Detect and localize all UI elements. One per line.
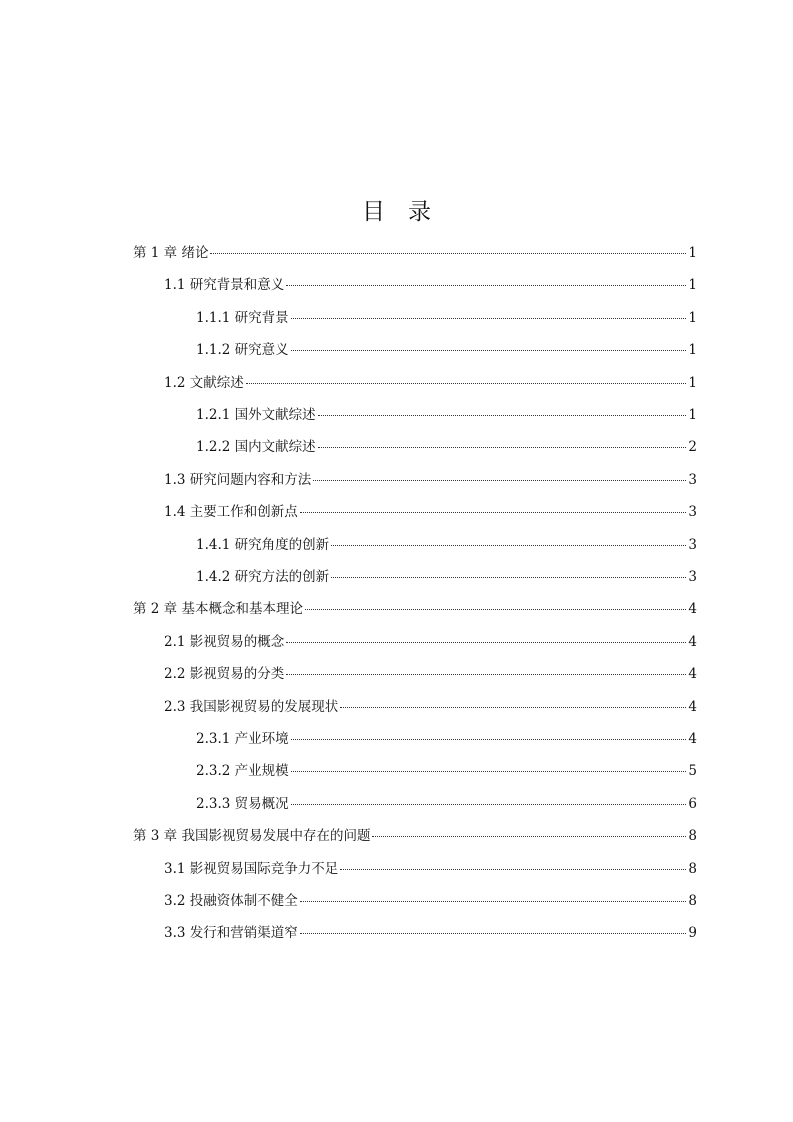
toc-entry-page-number: 8 — [688, 828, 697, 845]
toc-entry[interactable] — [133, 243, 697, 263]
toc-entry-label: 2.3.2 产业规模 — [196, 763, 289, 780]
toc-entry[interactable] — [164, 470, 697, 490]
page-title: 目 录 — [362, 199, 431, 225]
toc-entry[interactable] — [164, 632, 697, 652]
toc-entry-label: 2.1 影视贸易的概念 — [164, 633, 285, 650]
toc-entry[interactable] — [164, 373, 697, 393]
toc-entry[interactable] — [196, 308, 697, 328]
dot-leader — [300, 512, 687, 513]
toc-entry[interactable] — [164, 664, 697, 684]
toc-entry-page-number: 1 — [688, 309, 697, 326]
toc-entry-page-number: 3 — [688, 569, 697, 585]
toc-entry-label: 2.2 影视贸易的分类 — [164, 666, 285, 683]
toc-entry-page-number: 3 — [688, 504, 697, 521]
toc-entry-page-number: 4 — [688, 731, 697, 747]
toc-entry[interactable] — [196, 437, 697, 457]
toc-entry-page-number: 1 — [688, 245, 697, 261]
toc-entry[interactable] — [164, 697, 697, 717]
toc-entry-page-number: 8 — [688, 893, 697, 909]
toc-entry-page-number: 9 — [688, 925, 697, 942]
dot-leader — [291, 804, 687, 805]
toc-entry-label: 3.3 发行和营销渠道窄 — [164, 925, 298, 942]
dot-leader — [340, 869, 686, 870]
toc-entry-label: 3.2 投融资体制不健全 — [164, 893, 298, 909]
toc-entry[interactable] — [196, 535, 697, 555]
toc-entry-label: 1.2.1 国外文献综述 — [196, 407, 316, 423]
toc-entry-label: 2.3.3 贸易概况 — [196, 795, 289, 812]
toc-entry[interactable] — [164, 275, 697, 295]
dot-leader — [313, 480, 686, 481]
toc-entry-label: 第 2 章 基本概念和基本理论 — [133, 601, 303, 618]
toc-entry[interactable] — [196, 340, 697, 360]
toc-entry[interactable] — [164, 891, 697, 911]
toc-entry-page-number: 6 — [688, 795, 697, 812]
dot-leader — [318, 447, 687, 448]
dot-leader — [331, 545, 686, 546]
toc-entry-label: 1.2 文献综述 — [164, 374, 244, 391]
toc-entry[interactable] — [164, 923, 697, 943]
toc-entry[interactable] — [196, 567, 697, 587]
toc-entry-label: 1.3 研究问题内容和方法 — [164, 471, 312, 488]
dot-leader — [300, 901, 687, 902]
toc-entry-page-number: 2 — [688, 439, 697, 456]
dot-leader — [246, 383, 687, 384]
toc-entry-page-number: 1 — [688, 277, 697, 294]
toc-entry-label: 第 3 章 我国影视贸易发展中存在的问题 — [133, 828, 371, 845]
dot-leader — [286, 674, 686, 675]
toc-entry-page-number: 4 — [688, 666, 697, 683]
toc-entry-label: 2.3.1 产业环境 — [196, 731, 289, 747]
dot-leader — [210, 253, 686, 254]
toc-entry-page-number: 1 — [688, 407, 697, 423]
dot-leader — [305, 609, 686, 610]
toc-entry[interactable] — [196, 405, 697, 425]
toc-entry-page-number: 8 — [688, 860, 697, 877]
toc-entry-page-number: 5 — [688, 763, 697, 780]
dot-leader — [372, 836, 686, 837]
toc-entry[interactable] — [133, 599, 697, 619]
toc-entry-label: 1.1.2 研究意义 — [196, 342, 289, 359]
toc-entry-label: 1.1.1 研究背景 — [196, 309, 289, 326]
dot-leader — [318, 415, 687, 416]
toc-entry[interactable] — [196, 761, 697, 781]
dot-leader — [291, 318, 687, 319]
dot-leader — [291, 771, 687, 772]
toc-entry[interactable] — [196, 794, 697, 814]
dot-leader — [340, 707, 686, 708]
toc-entry-page-number: 3 — [688, 536, 697, 553]
toc-entry-page-number: 1 — [688, 342, 697, 359]
dot-leader — [331, 577, 686, 578]
toc-entry-label: 第 1 章 绪论 — [133, 245, 209, 261]
toc-entry-page-number: 1 — [688, 374, 697, 391]
dot-leader — [291, 739, 687, 740]
toc-entry[interactable] — [196, 729, 697, 749]
toc-entry[interactable] — [164, 502, 697, 522]
toc-entry-label: 2.3 我国影视贸易的发展现状 — [164, 698, 339, 715]
toc-entry-page-number: 4 — [688, 698, 697, 715]
toc-entry-label: 3.1 影视贸易国际竞争力不足 — [164, 860, 339, 877]
dot-leader — [291, 350, 687, 351]
toc-entry-label: 1.4.1 研究角度的创新 — [196, 536, 330, 553]
toc-entry-page-number: 4 — [688, 601, 697, 618]
dot-leader — [300, 933, 687, 934]
toc-entry-label: 1.4.2 研究方法的创新 — [196, 569, 330, 585]
toc-entry-label: 1.2.2 国内文献综述 — [196, 439, 316, 456]
toc-entry-page-number: 4 — [688, 633, 697, 650]
toc-entry-label: 1.4 主要工作和创新点 — [164, 504, 298, 521]
dot-leader — [286, 285, 686, 286]
toc-entry[interactable] — [133, 826, 697, 846]
toc-entry[interactable] — [164, 859, 697, 879]
toc-entry-label: 1.1 研究背景和意义 — [164, 277, 285, 294]
toc-entry-page-number: 3 — [688, 471, 697, 488]
dot-leader — [286, 642, 686, 643]
